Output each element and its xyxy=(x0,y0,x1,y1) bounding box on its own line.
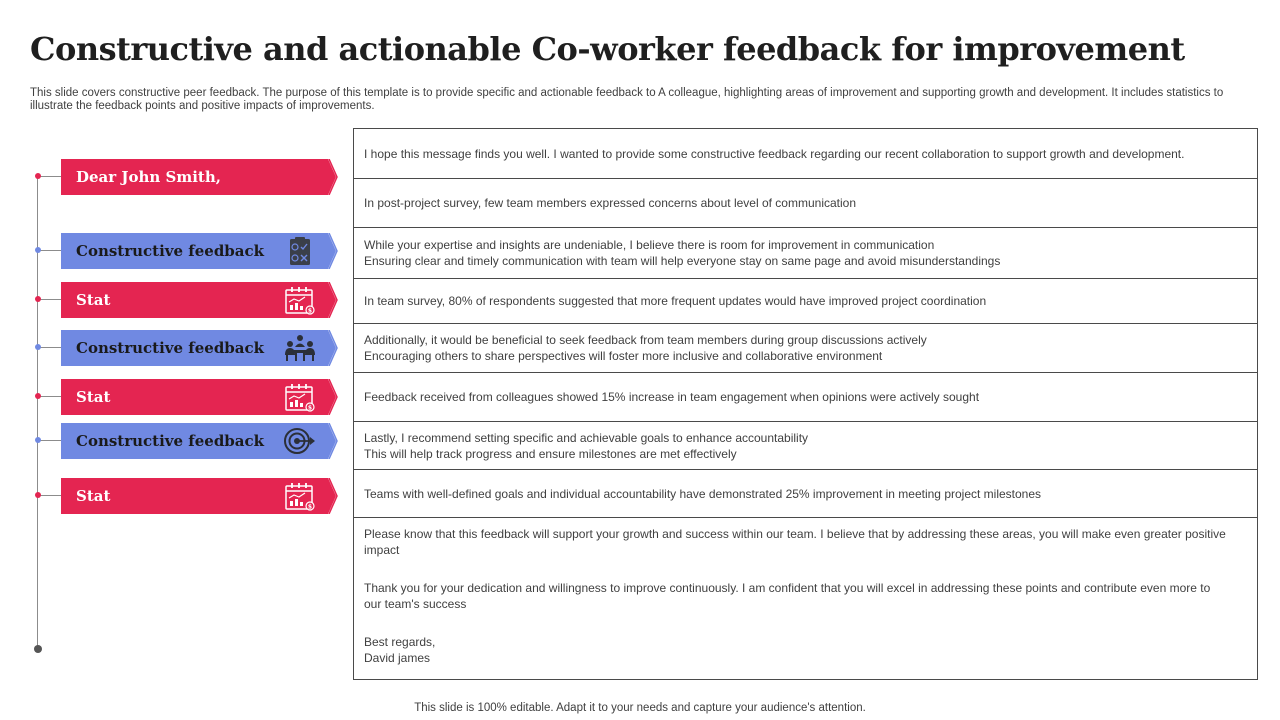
label-arrow xyxy=(328,330,340,366)
label-text: Constructive feedback xyxy=(76,242,265,260)
timeline-dot xyxy=(35,247,41,253)
table-row xyxy=(354,373,1257,422)
calendar-chart-icon xyxy=(284,481,316,511)
team-meeting-icon xyxy=(284,333,316,363)
timeline-dot xyxy=(35,393,41,399)
page-title: Constructive and actionable Co-worker feedback for improvement xyxy=(30,30,1185,68)
timeline-dot xyxy=(35,173,41,179)
label-text: Stat xyxy=(76,388,111,406)
row-line: I hope this message finds you well. I wanted to provide some constructive feedback regarding our recent collaboration to support growth and development. xyxy=(364,146,1185,161)
target-arrow-icon xyxy=(284,426,316,456)
table-row xyxy=(354,470,1257,518)
closing-paragraph: Thank you for your dedication and willingness to improve continuously. I am confident that you will excel in addressing these points and contribute even more to our team's success xyxy=(364,581,1211,611)
closing-paragraph: Please know that this feedback will support your growth and success within our team. I believe that by addressing these areas, you will make even greater positive impact xyxy=(364,527,1226,557)
label-constructive-feedback xyxy=(61,330,328,366)
timeline-dot xyxy=(35,492,41,498)
row-line: Feedback received from colleagues showed 15% increase in team engagement when opinions were actively sought xyxy=(364,390,980,404)
label-arrow xyxy=(328,423,340,459)
row-line: Ensuring clear and timely communication with team will help everyone stay on same page and avoid misunderstandings xyxy=(364,254,1001,268)
row-line: Additionally, it would be beneficial to seek feedback from team members during group discussions actively xyxy=(364,333,927,347)
svg-text:$: $ xyxy=(307,404,313,412)
label-arrow xyxy=(328,379,340,415)
row-line: Encouraging others to share perspectives will foster more inclusive and collaborative environment xyxy=(364,349,883,363)
svg-text:$: $ xyxy=(307,503,313,511)
label-text: Stat xyxy=(76,487,111,505)
signoff-name: David james xyxy=(364,651,431,665)
timeline-connector xyxy=(38,396,61,397)
table-row xyxy=(354,129,1257,179)
closing-section xyxy=(354,518,1257,679)
timeline-connector xyxy=(38,176,61,177)
label-greeting xyxy=(61,159,328,195)
timeline-dot xyxy=(35,296,41,302)
row-line: In team survey, 80% of respondents suggested that more frequent updates would have improved project coordination xyxy=(364,294,987,308)
feedback-message-table xyxy=(353,128,1258,680)
table-row xyxy=(354,324,1257,373)
table-row xyxy=(354,179,1257,228)
row-line: Lastly, I recommend setting specific and achievable goals to enhance accountability xyxy=(364,430,809,445)
row-line: This will help track progress and ensure milestones are met effectively xyxy=(364,446,737,461)
label-arrow xyxy=(328,159,340,195)
timeline-connector xyxy=(38,495,61,496)
footer-note: This slide is 100% editable. Adapt it to your needs and capture your audience's attention. xyxy=(414,702,866,714)
table-row xyxy=(354,279,1257,324)
label-text: Stat xyxy=(76,291,111,309)
page-subtitle: This slide covers constructive peer feedback. The purpose of this template is to provide specific and actionable feedback to A colleague, highlighting areas of improvement and supporting growth and development. It includes statistics to illustrate the feedback points and positive impacts of improvements. xyxy=(30,87,1224,112)
table-row xyxy=(354,422,1257,470)
timeline-connector xyxy=(38,299,61,300)
svg-text:$: $ xyxy=(307,307,313,315)
calendar-chart-icon xyxy=(284,285,316,315)
label-text: Constructive feedback xyxy=(76,432,265,450)
label-arrow xyxy=(328,282,340,318)
label-stat xyxy=(61,379,328,415)
label-text: Constructive feedback xyxy=(76,339,265,357)
signoff xyxy=(364,634,1227,666)
signoff-greeting: Best regards, xyxy=(364,635,436,649)
label-arrow xyxy=(328,478,340,514)
timeline-connector xyxy=(38,250,61,251)
timeline-connector xyxy=(38,440,61,441)
timeline-end-dot xyxy=(34,645,42,653)
row-line: In post-project survey, few team members expressed concerns about level of communication xyxy=(364,196,856,210)
label-constructive-feedback xyxy=(61,233,328,269)
row-line: While your expertise and insights are undeniable, I believe there is room for improvement in communication xyxy=(364,238,935,252)
checklist-clipboard-icon xyxy=(284,236,316,266)
row-line: Teams with well-defined goals and individual accountability have demonstrated 25% improvement in meeting project milestones xyxy=(364,486,1042,501)
timeline-dot xyxy=(35,437,41,443)
label-stat xyxy=(61,478,328,514)
label-arrow xyxy=(328,233,340,269)
table-row xyxy=(354,228,1257,279)
timeline-dot xyxy=(35,344,41,350)
label-constructive-feedback xyxy=(61,423,328,459)
calendar-chart-icon xyxy=(284,382,316,412)
timeline-connector xyxy=(38,347,61,348)
label-stat xyxy=(61,282,328,318)
label-text: Dear John Smith, xyxy=(76,168,221,186)
